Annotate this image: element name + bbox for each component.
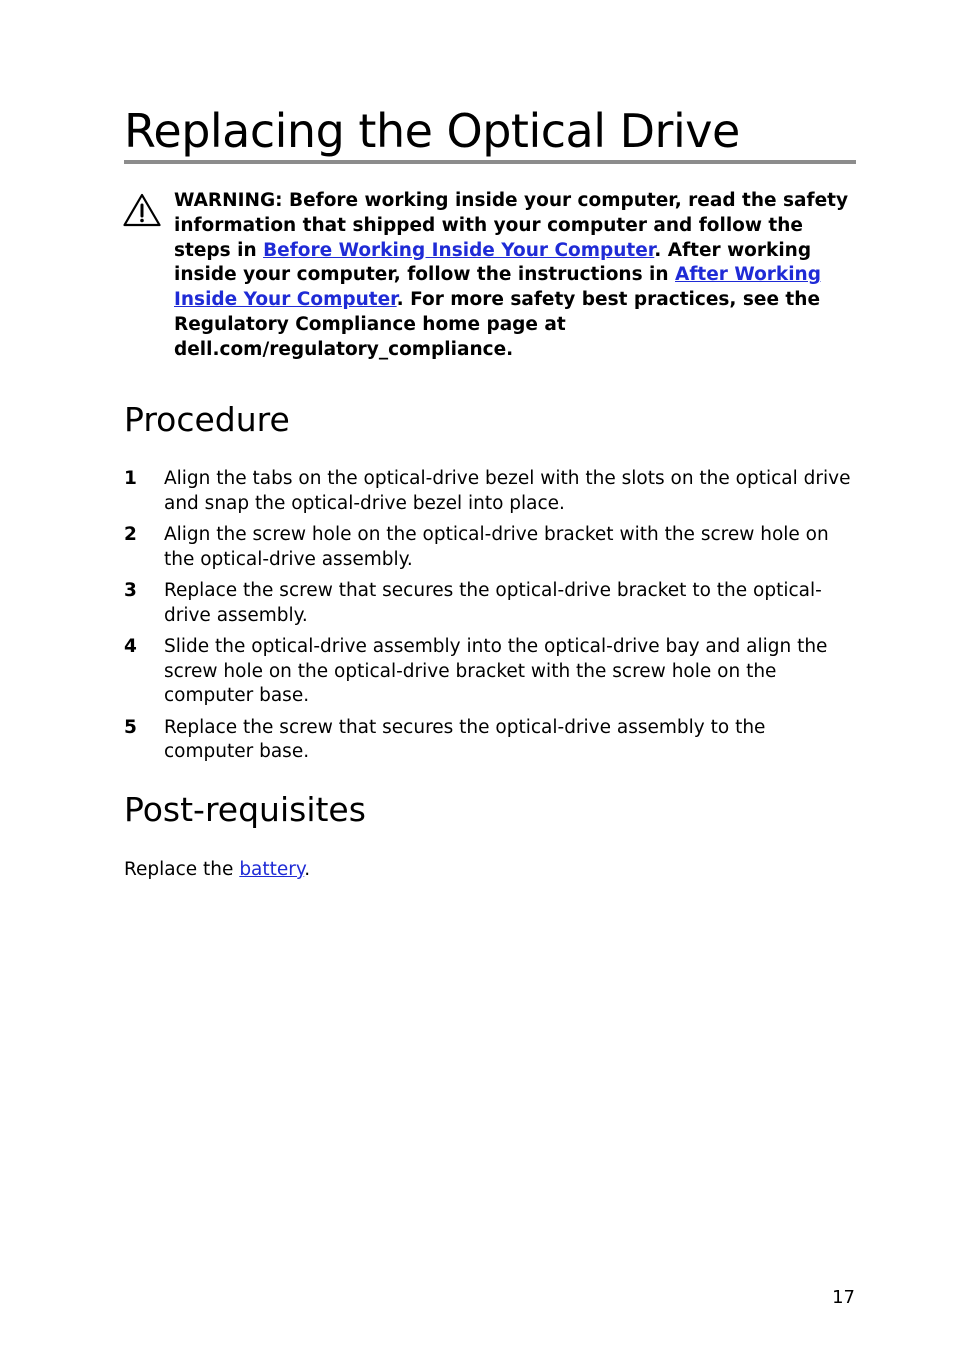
page-title: Replacing the Optical Drive [124, 104, 740, 158]
procedure-heading: Procedure [124, 400, 290, 439]
warning-text-1: WARNING: Before working inside your computer, read the safety information that shipped with your computer and follow the steps in [174, 190, 849, 261]
post-requisites-text [124, 857, 310, 882]
title-rule [124, 160, 856, 164]
post-text-before: Replace the [124, 859, 240, 880]
before-working-link[interactable]: Before Working Inside Your Computer [263, 239, 655, 261]
step-text: Align the screw hole on the optical-drive bracket with the screw hole on the optical-drive assembly. [164, 524, 829, 570]
step-text: Replace the screw that secures the optical-drive bracket to the optical-drive assembly. [164, 580, 822, 626]
step-number: 5 [124, 716, 137, 738]
post-requisites-heading: Post-requisites [124, 790, 366, 829]
procedure-step [124, 523, 854, 572]
step-text: Align the tabs on the optical-drive bezel with the slots on the optical drive and snap the optical-drive bezel into place. [164, 468, 851, 514]
post-text-after: . [304, 859, 311, 880]
procedure-step [124, 467, 854, 516]
warning-text-2: . After working inside your computer, follow the instructions in [174, 239, 812, 286]
step-number: 2 [124, 524, 137, 545]
procedure-steps [124, 467, 854, 772]
after-working-link[interactable]: After Working Inside Your Computer [174, 264, 821, 311]
procedure-step [124, 716, 854, 765]
step-text: Slide the optical-drive assembly into the optical-drive bay and align the screw hole on the optical-drive bracket with the screw hole on the computer base. [164, 636, 828, 706]
step-number: 1 [124, 468, 137, 489]
warning-triangle-icon [123, 193, 161, 227]
step-number: 3 [124, 580, 137, 601]
step-text: Replace the screw that secures the optical-drive assembly to the computer base. [164, 716, 766, 762]
battery-link[interactable]: battery [239, 859, 305, 880]
page-number: 17 [832, 1287, 855, 1308]
warning-text-3: . For more safety best practices, see the Regulatory Compliance home page at dell.com/regulatory_compliance. [174, 289, 820, 360]
procedure-step [124, 635, 854, 709]
procedure-step [124, 579, 854, 628]
warning-notice [174, 189, 854, 363]
step-number: 4 [124, 636, 137, 657]
